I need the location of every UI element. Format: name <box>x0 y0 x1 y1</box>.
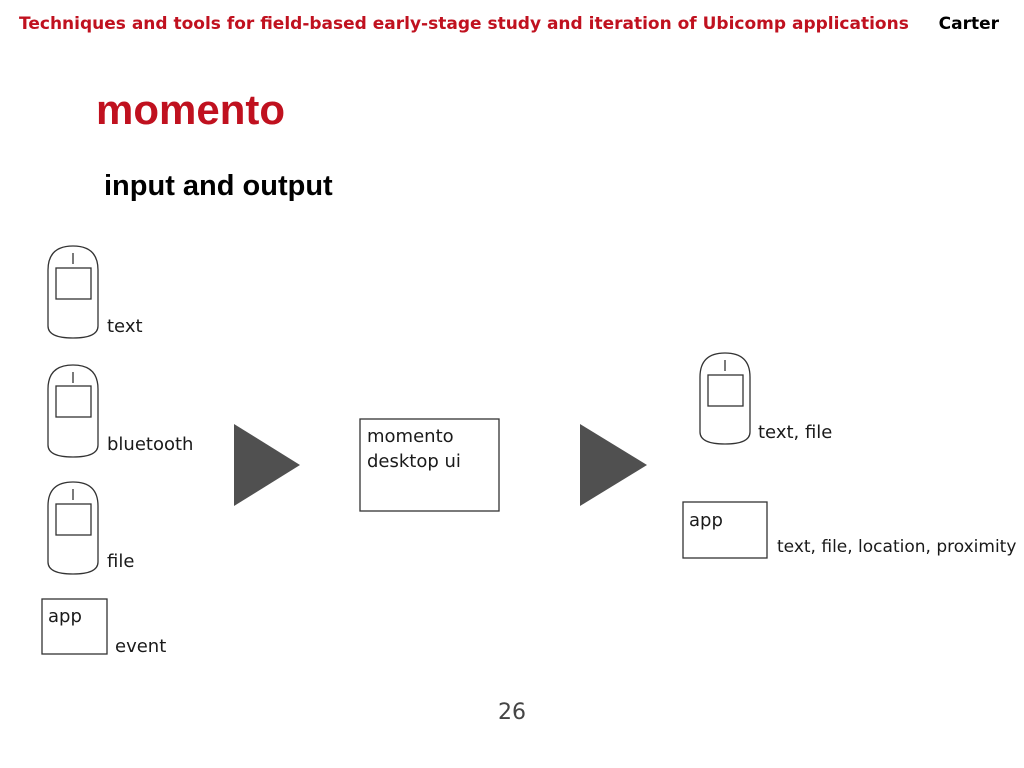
input-label: bluetooth <box>107 434 194 455</box>
arrow-right-icon <box>580 424 647 506</box>
input-phone-icon <box>48 365 98 457</box>
header-author: Carter <box>938 14 999 34</box>
input-phone-icon <box>48 482 98 574</box>
input-label: file <box>107 551 135 572</box>
momento-desktop-label-line2: desktop ui <box>367 451 461 472</box>
output-label: text, file, location, proximity <box>777 537 1017 557</box>
input-label: event <box>115 636 167 657</box>
slide-title: momento <box>96 86 285 133</box>
output-label: text, file <box>758 422 833 443</box>
input-phone-icon <box>48 246 98 338</box>
output-app-box-label: app <box>689 510 723 531</box>
input-app-box-label: app <box>48 606 82 627</box>
arrow-right-icon <box>234 424 300 506</box>
input-label: text <box>107 316 143 337</box>
output-phone-icon <box>700 353 750 444</box>
page-number: 26 <box>498 700 526 725</box>
slide-subtitle: input and output <box>104 170 333 202</box>
header-title: Techniques and tools for field-based early-stage study and iteration of Ubicomp applications <box>19 14 909 34</box>
momento-desktop-label-line1: momento <box>367 426 454 447</box>
